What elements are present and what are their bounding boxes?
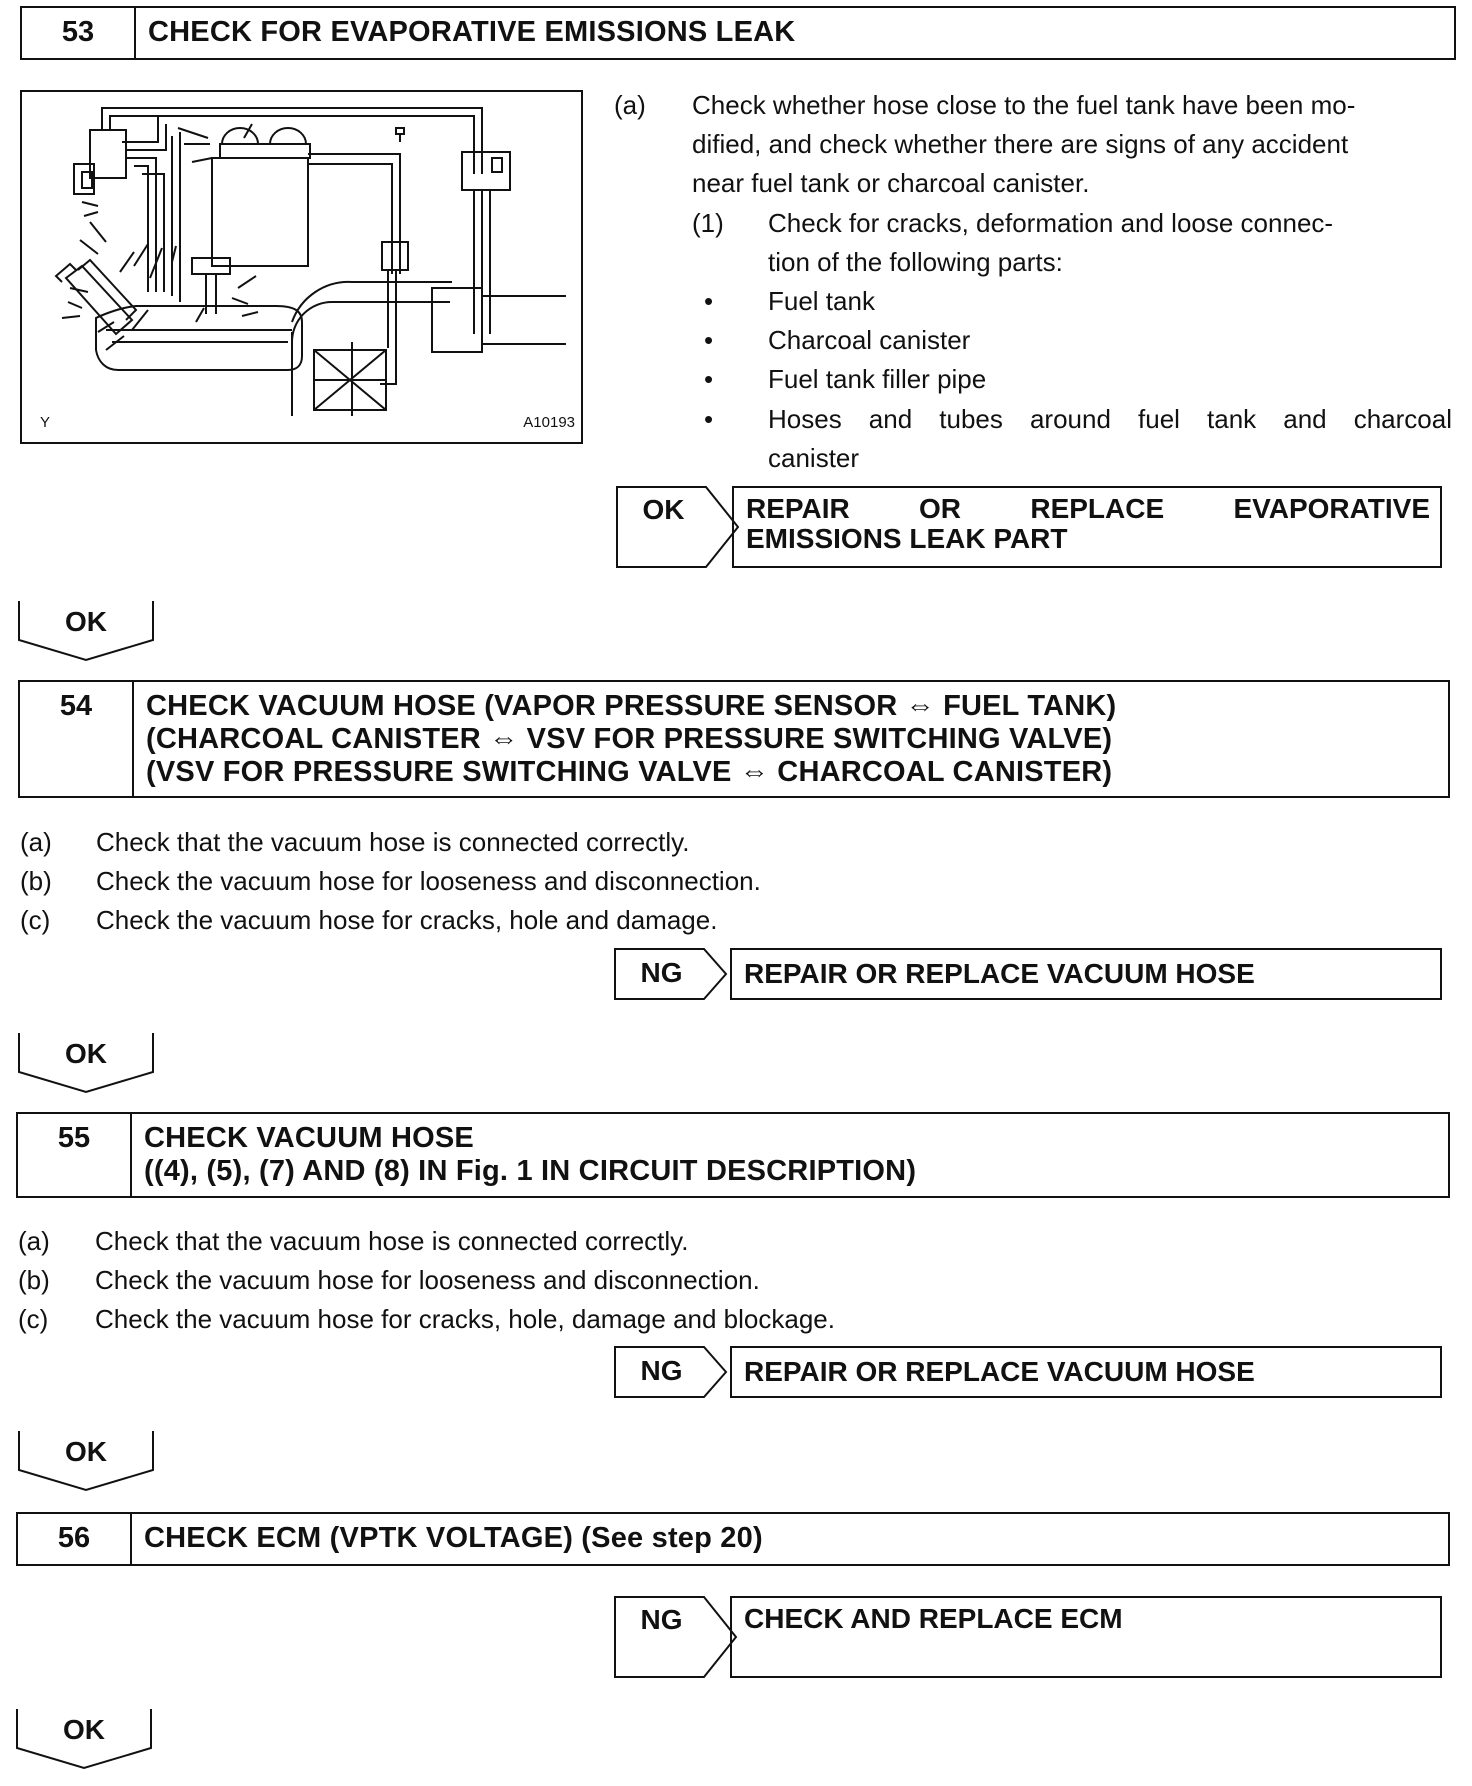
step-title — [134, 682, 1126, 796]
step-number: 56 — [18, 1514, 132, 1564]
step-title: CHECK ECM (VPTK VOLTAGE) (See step 20) — [144, 1522, 763, 1554]
item-label: (c) — [20, 905, 51, 935]
step-54-header — [18, 680, 1450, 798]
result-ng-repair-hose-54 — [614, 948, 1442, 1000]
result-action-box: REPAIR OR REPLACE VACUUM HOSE — [730, 948, 1442, 1000]
step-title-line: CHECK VACUUM HOSE (VAPOR PRESSURE SENSOR ⇔ FUEL TANK) — [146, 690, 1117, 722]
step-title: CHECK FOR EVAPORATIVE EMISSIONS LEAK — [148, 16, 796, 48]
result-action-line2: EMISSIONS LEAK PART — [746, 523, 1068, 554]
item-text-line: Check for cracks, deformation and loose connec- — [768, 208, 1334, 238]
step-title-line: CHECK VACUUM HOSE — [144, 1122, 474, 1154]
bullet-item-text: Hoses and tubes around fuel tank and charcoal — [768, 404, 1452, 434]
result-action-box: CHECK AND REPLACE ECM — [730, 1596, 1442, 1678]
step-number: 53 — [22, 8, 136, 58]
result-action-box — [732, 486, 1442, 568]
item-text: Check that the vacuum hose is connected correctly. — [96, 827, 690, 857]
ok-continue-53 — [18, 600, 154, 664]
step-number: 54 — [20, 682, 134, 796]
result-tag — [614, 1596, 740, 1678]
item-text-line: near fuel tank or charcoal canister. — [692, 168, 1090, 198]
figure-label-right: A10193 — [523, 414, 575, 431]
action-word: REPAIR — [746, 493, 850, 524]
result-ok-repair-evap — [616, 486, 1442, 568]
item-label: (c) — [18, 1304, 49, 1334]
bullet-item: Fuel tank filler pipe — [768, 364, 987, 394]
ok-label: OK — [63, 1714, 105, 1745]
result-tag-text: NG — [640, 1604, 683, 1635]
result-tag-text: OK — [642, 494, 685, 525]
item-label: (b) — [18, 1265, 50, 1295]
result-action-box: REPAIR OR REPLACE VACUUM HOSE — [730, 1346, 1442, 1398]
item-label: (b) — [20, 866, 52, 896]
result-tag-text: NG — [640, 957, 683, 988]
bullet-marker: • — [704, 404, 714, 434]
item-text-line: dified, and check whether there are signs of any accident — [692, 129, 1349, 159]
result-ng-repair-hose-55 — [614, 1346, 1442, 1398]
result-ng-replace-ecm — [614, 1596, 1442, 1678]
bullet-item: Charcoal canister — [768, 325, 971, 355]
result-tag — [614, 1346, 740, 1398]
ok-label: OK — [65, 1436, 107, 1467]
item-text-line: tion of the following parts: — [768, 247, 1063, 277]
result-tag — [614, 948, 740, 1000]
step-title-line: (CHARCOAL CANISTER ⇔ VSV FOR PRESSURE SWITCHING VALVE) — [146, 723, 1113, 755]
action-word: OR — [919, 493, 962, 524]
result-tag — [616, 486, 742, 568]
figure-label-left: Y — [40, 414, 51, 431]
step-title — [132, 1114, 926, 1196]
bullet-item-line — [768, 400, 1452, 440]
item-text: Check the vacuum hose for cracks, hole and damage. — [96, 905, 718, 935]
bullet-marker: • — [704, 364, 714, 394]
item-text: Check the vacuum hose for looseness and disconnection. — [96, 866, 761, 896]
ok-continue-56 — [16, 1708, 152, 1772]
item-text: Check the vacuum hose for looseness and disconnection. — [95, 1265, 760, 1295]
item-label: (a) — [614, 90, 646, 120]
bullet-marker: • — [704, 325, 714, 355]
step-56-header — [16, 1512, 1450, 1566]
bullet-item: Fuel tank — [768, 286, 875, 316]
action-word: REPLACE — [1030, 493, 1165, 524]
item-label: (a) — [18, 1226, 50, 1256]
item-text: Check that the vacuum hose is connected correctly. — [95, 1226, 689, 1256]
step-title-line: (VSV FOR PRESSURE SWITCHING VALVE ⇔ CHARCOAL CANISTER) — [146, 756, 1113, 788]
evap-system-figure — [20, 90, 583, 444]
item-label: (1) — [692, 208, 724, 238]
bullet-item-line: canister — [768, 443, 860, 473]
result-tag-text: NG — [640, 1355, 683, 1386]
ok-continue-55 — [18, 1430, 154, 1494]
item-text-line: Check whether hose close to the fuel tank have been mo- — [692, 90, 1356, 120]
ok-continue-54 — [18, 1032, 154, 1096]
step-title-line: ((4), (5), (7) AND (8) IN Fig. 1 IN CIRCUIT DESCRIPTION) — [144, 1155, 917, 1187]
item-label: (a) — [20, 827, 52, 857]
bullet-marker: • — [704, 286, 714, 316]
ok-label: OK — [65, 606, 107, 637]
step-55-header — [16, 1112, 1450, 1198]
ok-label: OK — [65, 1038, 107, 1069]
action-word: EVAPORATIVE — [1233, 493, 1430, 524]
step-53-header — [20, 6, 1456, 60]
item-text: Check the vacuum hose for cracks, hole, damage and blockage. — [95, 1304, 835, 1334]
evap-system-diagram — [22, 92, 581, 442]
step-number: 55 — [18, 1114, 132, 1196]
result-action-line1 — [746, 494, 1430, 524]
